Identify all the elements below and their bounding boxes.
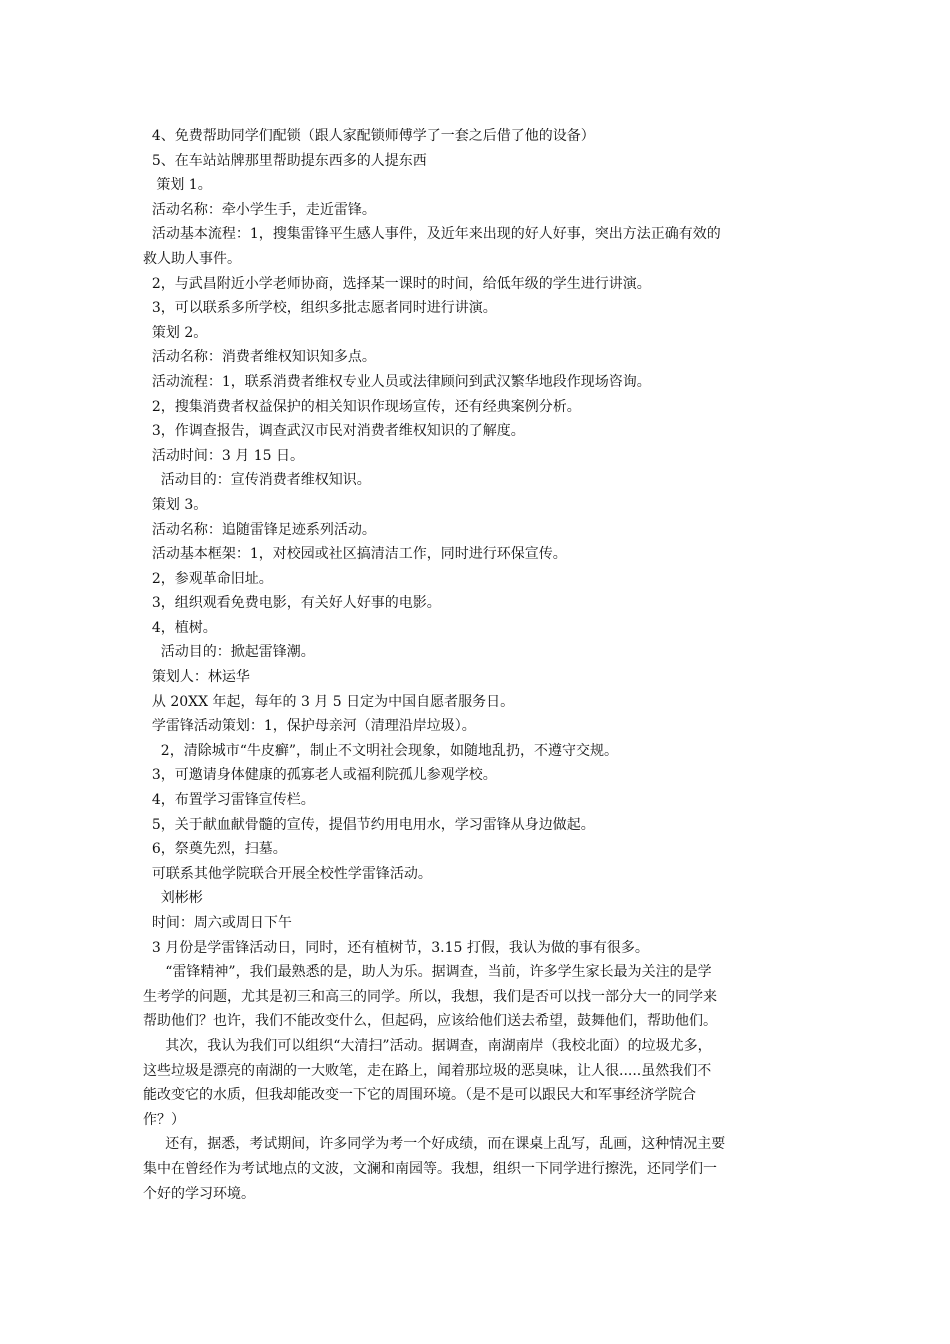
- text-line: 活动目的：宣传消费者维权知识。: [143, 472, 371, 489]
- text-line: 4，植树。: [143, 619, 217, 636]
- text-line: 活动名称：追随雷锋足迹系列活动。: [143, 521, 376, 538]
- text-line: 策划 2。: [143, 324, 208, 341]
- text-line: 刘彬彬: [143, 890, 203, 907]
- text-line: 活动基本流程：1，搜集雷锋平生感人事件，及近年来出现的好人好事，突出方法正确有效的: [143, 226, 721, 243]
- text-line: “雷锋精神”，我们最熟悉的是，助人为乐。据调查，当前，许多学生家长最为关注的是学: [143, 964, 712, 981]
- text-line: 能改变它的水质，但我却能改变一下它的周围环境。（是不是可以跟民大和军事经济学院合: [143, 1087, 696, 1104]
- document-body: [143, 124, 811, 1206]
- text-line: 其次，我认为我们可以组织“大清扫”活动。据调查，南湖南岸（我校北面）的垃圾尤多，: [143, 1037, 712, 1054]
- text-line: 2，搜集消费者权益保护的相关知识作现场宣传，还有经典案例分析。: [143, 398, 581, 415]
- text-line: 生考学的问题，尤其是初三和高三的同学。所以，我想，我们是否可以找一部分大一的同学来: [143, 988, 717, 1005]
- text-line: 活动时间：3 月 15 日。: [143, 447, 304, 464]
- text-line: 学雷锋活动策划：1，保护母亲河（清理沿岸垃圾）。: [143, 718, 476, 735]
- text-line: 3，作调查报告，调查武汉市民对消费者维权知识的了解度。: [143, 423, 525, 440]
- text-line: 活动流程：1，联系消费者维权专业人员或法律顾问到武汉繁华地段作现场咨询。: [143, 373, 651, 390]
- text-line: 活动名称：牵小学生手，走近雷锋。: [143, 201, 376, 218]
- text-line: 4、免费帮助同学们配锁（跟人家配锁师傅学了一套之后借了他的设备）: [143, 128, 595, 144]
- text-line: 2，与武昌附近小学老师协商，选择某一课时的时间，给低年级的学生进行讲演。: [143, 275, 651, 292]
- text-line: 活动名称：消费者维权知识知多点。: [143, 349, 376, 366]
- text-line: 从 20XX 年起，每年的 3 月 5 日定为中国自愿者服务日。: [143, 693, 515, 710]
- text-line: 3 月份是学雷锋活动日，同时，还有植树节，3.15 打假，我认为做的事有很多。: [143, 939, 649, 956]
- text-line: 2，清除城市“牛皮癣”，制止不文明社会现象，如随地乱扔，不遵守交规。: [143, 742, 619, 759]
- text-line: 策划 3。: [143, 496, 208, 513]
- text-line: 这些垃圾是漂亮的南湖的一大败笔，走在路上，闻着那垃圾的恶臭味，让人很.....虽然我们不: [143, 1062, 712, 1079]
- text-line: 作？）: [143, 1111, 185, 1128]
- text-line: 3，可邀请身体健康的孤寡老人或福利院孤儿参观学校。: [143, 767, 497, 784]
- text-line: 个好的学习环境。: [143, 1185, 255, 1202]
- text-line: 3，组织观看免费电影，有关好人好事的电影。: [143, 595, 441, 612]
- text-line: 5，关于献血献骨髓的宣传，提倡节约用电用水，学习雷锋从身边做起。: [143, 816, 595, 833]
- text-line: 5、在车站站牌那里帮助提东西多的人提东西: [143, 152, 427, 169]
- text-line: 还有，据悉，考试期间，许多同学为考一个好成绩，而在课桌上乱写，乱画，这种情况主要: [143, 1136, 726, 1153]
- text-line: 3，可以联系多所学校，组织多批志愿者同时进行讲演。: [143, 300, 497, 317]
- text-line: 活动基本框架：1，对校园或社区搞清洁工作，同时进行环保宣传。: [143, 546, 567, 563]
- text-line: 集中在曾经作为考试地点的文波，文澜和南园等。我想，组织一下同学进行擦洗，还同学们一: [143, 1160, 717, 1177]
- text-line: 6，祭奠先烈，扫墓。: [143, 841, 287, 858]
- text-line: 策划 1。: [143, 177, 212, 194]
- text-line: 4，布置学习雷锋宣传栏。: [143, 792, 315, 809]
- text-line: 活动目的：掀起雷锋潮。: [143, 644, 315, 661]
- text-line: 2，参观革命旧址。: [143, 570, 273, 587]
- text-line: 帮助他们？也许，我们不能改变什么，但起码，应该给他们送去希望，鼓舞他们，帮助他们。: [143, 1013, 717, 1030]
- text-line: 救人助人事件。: [143, 250, 241, 267]
- text-line: 时间：周六或周日下午: [143, 915, 292, 931]
- text-line: 策划人：林运华: [143, 669, 250, 686]
- text-line: 可联系其他学院联合开展全校性学雷锋活动。: [143, 865, 432, 882]
